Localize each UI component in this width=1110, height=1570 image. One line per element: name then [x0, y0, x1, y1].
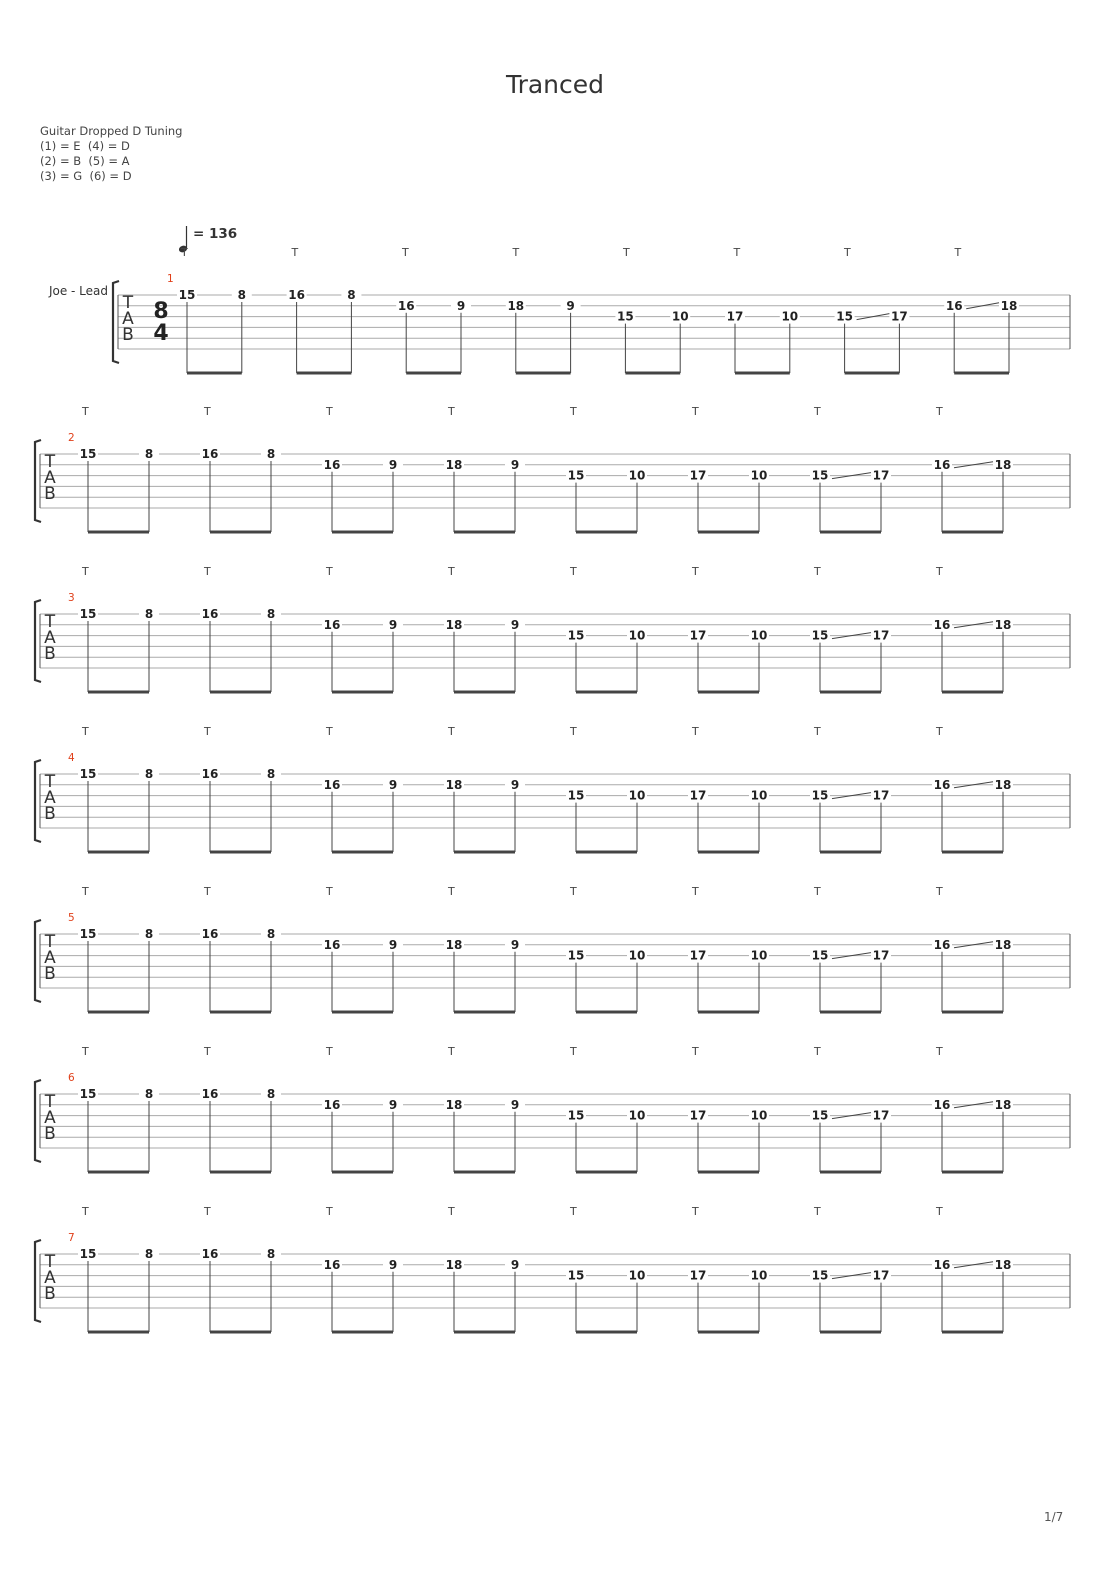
fret-number: 9 — [510, 937, 520, 952]
fret-number: 17 — [689, 628, 707, 643]
tab-system — [113, 281, 1070, 373]
fret-number: 8 — [266, 607, 276, 621]
fret-number: 17 — [872, 628, 890, 643]
tap-mark: T — [570, 1045, 577, 1058]
tap-mark: T — [936, 1205, 943, 1218]
tab-clef-letter: B — [122, 325, 134, 345]
fret-number: 9 — [510, 1097, 520, 1112]
fret-number: 8 — [144, 1247, 154, 1261]
fret-number: 17 — [872, 948, 890, 963]
fret-number: 9 — [388, 1257, 398, 1272]
tap-mark: T — [448, 565, 455, 578]
tab-clef-letter: T — [44, 932, 56, 952]
fret-number: 10 — [750, 1268, 768, 1283]
tab-clef-letter: T — [44, 452, 56, 472]
tap-mark: T — [82, 1045, 89, 1058]
fret-number: 16 — [933, 777, 951, 792]
fret-number: 16 — [945, 298, 963, 313]
fret-number: 17 — [689, 468, 707, 483]
tap-mark: T — [692, 565, 699, 578]
tab-clef-letter: T — [122, 293, 134, 313]
tab-system — [35, 1080, 1070, 1172]
tuning-line: (1) = E (4) = D — [40, 139, 130, 153]
tap-mark: T — [448, 1045, 455, 1058]
fret-number: 16 — [323, 777, 341, 792]
tap-mark: T — [936, 405, 943, 418]
measure-number: 2 — [68, 432, 75, 444]
fret-number: 9 — [510, 777, 520, 792]
tab-system — [35, 440, 1070, 532]
measure-number: 4 — [68, 752, 75, 764]
tap-mark: T — [448, 885, 455, 898]
tap-mark: T — [82, 725, 89, 738]
fret-number: 18 — [445, 777, 463, 792]
tuning-line: (3) = G (6) = D — [40, 169, 132, 183]
tap-mark: T — [936, 725, 943, 738]
tap-mark: T — [204, 565, 211, 578]
tap-mark: T — [326, 885, 333, 898]
fret-number: 17 — [872, 1108, 890, 1123]
fret-number: 15 — [811, 468, 829, 483]
tap-mark: T — [814, 565, 821, 578]
fret-number: 15 — [567, 948, 585, 963]
fret-number: 16 — [201, 767, 219, 781]
fret-number: 8 — [266, 927, 276, 941]
fret-number: 9 — [388, 937, 398, 952]
tab-system — [35, 1240, 1070, 1332]
fret-number: 16 — [323, 617, 341, 632]
tap-mark: T — [448, 1205, 455, 1218]
fret-number: 15 — [811, 948, 829, 963]
fret-number: 18 — [994, 937, 1012, 952]
tap-mark: T — [570, 725, 577, 738]
fret-number: 9 — [510, 457, 520, 472]
fret-number: 15 — [178, 288, 196, 302]
fret-number: 17 — [689, 948, 707, 963]
tap-mark: T — [733, 246, 741, 259]
fret-number: 18 — [994, 617, 1012, 632]
tap-mark: T — [402, 246, 409, 259]
fret-number: 10 — [750, 628, 768, 643]
fret-number: 9 — [388, 617, 398, 632]
tap-mark: T — [936, 1045, 943, 1058]
tab-clef-letter: B — [44, 1124, 56, 1144]
fret-number: 15 — [836, 309, 853, 324]
tap-mark: T — [204, 885, 211, 898]
fret-number: 15 — [811, 788, 829, 803]
fret-number: 8 — [266, 447, 276, 461]
fret-number: 16 — [201, 447, 219, 461]
tab-clef-letter: B — [44, 1284, 56, 1304]
tap-mark: T — [570, 1205, 577, 1218]
measure-number: 7 — [68, 1232, 75, 1244]
fret-number: 10 — [781, 309, 799, 324]
fret-number: 15 — [567, 468, 585, 483]
tap-mark: T — [204, 1205, 211, 1218]
tap-mark: T — [82, 1205, 89, 1218]
tab-clef-letter: B — [44, 804, 56, 824]
fret-number: 9 — [388, 457, 398, 472]
tab-clef-letter: A — [44, 948, 56, 968]
fret-number: 8 — [266, 767, 276, 781]
fret-number: 16 — [933, 617, 951, 632]
fret-number: 16 — [323, 1097, 341, 1112]
tab-system — [35, 600, 1070, 692]
fret-number: 15 — [79, 767, 97, 781]
tap-mark: T — [814, 725, 821, 738]
tap-mark: T — [204, 725, 211, 738]
tab-clef-letter: A — [122, 309, 134, 329]
fret-number: 17 — [891, 309, 908, 324]
fret-number: 9 — [510, 617, 520, 632]
tab-clef-letter: A — [44, 1108, 56, 1128]
tap-mark: T — [570, 885, 577, 898]
fret-number: 10 — [628, 788, 646, 803]
tap-mark: T — [623, 246, 630, 259]
fret-number: 18 — [507, 298, 525, 313]
tap-mark: T — [181, 246, 188, 259]
fret-number: 10 — [750, 948, 768, 963]
measure-number: 5 — [68, 912, 75, 924]
fret-number: 9 — [388, 1097, 398, 1112]
tab-clef-letter: A — [44, 628, 56, 648]
tap-mark: T — [692, 1205, 699, 1218]
tab-clef-letter: A — [44, 788, 56, 808]
tap-mark: T — [692, 1045, 699, 1058]
measure-number: 3 — [68, 592, 75, 604]
fret-number: 10 — [628, 948, 646, 963]
fret-number: 16 — [933, 1257, 951, 1272]
fret-number: 16 — [201, 1087, 219, 1101]
tap-mark: T — [512, 246, 520, 259]
tap-mark: T — [692, 885, 699, 898]
tap-mark: T — [814, 885, 821, 898]
fret-number: 10 — [628, 628, 646, 643]
fret-number: 15 — [617, 309, 634, 324]
fret-number: 9 — [510, 1257, 520, 1272]
fret-number: 16 — [201, 927, 219, 941]
page-number: 1/7 — [1044, 1510, 1064, 1524]
fret-number: 10 — [671, 309, 689, 324]
tab-clef-letter: T — [44, 1092, 56, 1112]
fret-number: 17 — [872, 468, 890, 483]
fret-number: 17 — [689, 1268, 707, 1283]
fret-number: 15 — [79, 1247, 97, 1261]
tuning-heading: Guitar Dropped D Tuning — [40, 124, 183, 138]
tap-mark: T — [570, 565, 577, 578]
tab-clef-letter: B — [44, 484, 56, 504]
tap-mark: T — [326, 1045, 333, 1058]
song-title: Tranced — [505, 70, 605, 99]
fret-number: 17 — [726, 309, 744, 324]
tab-clef-letter: T — [44, 772, 56, 792]
fret-number: 10 — [750, 788, 768, 803]
tap-mark: T — [82, 885, 89, 898]
tap-mark: T — [814, 1045, 821, 1058]
fret-number: 10 — [750, 468, 768, 483]
fret-number: 15 — [811, 1268, 829, 1283]
fret-number: 17 — [689, 788, 707, 803]
fret-number: 18 — [1000, 298, 1018, 313]
fret-number: 9 — [456, 298, 466, 313]
track-name: Joe - Lead — [48, 284, 108, 298]
tap-mark: T — [692, 725, 699, 738]
fret-number: 18 — [994, 777, 1012, 792]
tap-mark: T — [291, 246, 299, 259]
fret-number: 15 — [567, 788, 585, 803]
tap-mark: T — [326, 565, 333, 578]
tap-mark: T — [326, 725, 333, 738]
fret-number: 15 — [79, 1087, 97, 1101]
fret-number: 9 — [566, 298, 575, 313]
measure-number: 6 — [68, 1072, 75, 1084]
time-signature-numerator: 8 — [153, 299, 169, 324]
tab-system — [35, 760, 1070, 852]
time-signature-denominator: 4 — [153, 321, 169, 346]
fret-number: 17 — [872, 1268, 890, 1283]
fret-number: 16 — [933, 937, 951, 952]
fret-number: 8 — [237, 288, 246, 302]
fret-number: 8 — [144, 767, 154, 781]
tap-mark: T — [936, 885, 943, 898]
fret-number: 18 — [994, 1257, 1012, 1272]
tab-clef-letter: B — [44, 964, 56, 984]
tempo-marking: = 136 — [193, 226, 238, 242]
fret-number: 16 — [288, 288, 305, 302]
fret-number: 18 — [994, 457, 1012, 472]
tap-mark: T — [954, 246, 962, 259]
tap-mark: T — [82, 405, 89, 418]
fret-number: 10 — [628, 1268, 646, 1283]
fret-number: 10 — [750, 1108, 768, 1123]
fret-number: 8 — [266, 1087, 276, 1101]
fret-number: 8 — [266, 1247, 276, 1261]
tab-clef-letter: T — [44, 1252, 56, 1272]
tap-mark: T — [204, 1045, 211, 1058]
fret-number: 18 — [445, 937, 463, 952]
tap-mark: T — [814, 405, 821, 418]
fret-number: 9 — [388, 777, 398, 792]
tab-clef-letter: B — [44, 644, 56, 664]
tab-clef-letter: A — [44, 1268, 56, 1288]
fret-number: 16 — [397, 298, 415, 313]
fret-number: 10 — [628, 468, 646, 483]
tap-mark: T — [936, 565, 943, 578]
measure-number: 1 — [167, 273, 174, 285]
fret-number: 17 — [689, 1108, 707, 1123]
fret-number: 15 — [567, 628, 585, 643]
tap-mark: T — [326, 405, 333, 418]
tap-mark: T — [204, 405, 211, 418]
tap-mark: T — [448, 725, 455, 738]
tap-mark: T — [814, 1205, 821, 1218]
fret-number: 16 — [201, 607, 219, 621]
tab-clef-letter: A — [44, 468, 56, 488]
fret-number: 17 — [872, 788, 890, 803]
fret-number: 8 — [144, 447, 154, 461]
tab-clef-letter: T — [44, 612, 56, 632]
fret-number: 18 — [445, 1257, 463, 1272]
tap-mark: T — [448, 405, 455, 418]
tab-system — [35, 920, 1070, 1012]
fret-number: 15 — [79, 927, 97, 941]
fret-number: 15 — [567, 1268, 585, 1283]
fret-number: 16 — [323, 937, 341, 952]
tap-mark: T — [326, 1205, 333, 1218]
fret-number: 16 — [323, 1257, 341, 1272]
tap-mark: T — [570, 405, 577, 418]
fret-number: 8 — [144, 607, 154, 621]
fret-number: 18 — [445, 457, 463, 472]
fret-number: 15 — [79, 447, 97, 461]
fret-number: 18 — [445, 617, 463, 632]
fret-number: 15 — [79, 607, 97, 621]
fret-number: 16 — [933, 1097, 951, 1112]
fret-number: 8 — [347, 288, 356, 302]
fret-number: 15 — [811, 628, 829, 643]
fret-number: 10 — [628, 1108, 646, 1123]
fret-number: 18 — [994, 1097, 1012, 1112]
tap-mark: T — [692, 405, 699, 418]
fret-number: 16 — [323, 457, 341, 472]
fret-number: 16 — [201, 1247, 219, 1261]
tap-mark: T — [844, 246, 851, 259]
fret-number: 8 — [144, 1087, 154, 1101]
tap-mark: T — [82, 565, 89, 578]
fret-number: 16 — [933, 457, 951, 472]
fret-number: 15 — [567, 1108, 585, 1123]
fret-number: 8 — [144, 927, 154, 941]
tuning-line: (2) = B (5) = A — [40, 154, 130, 168]
fret-number: 15 — [811, 1108, 829, 1123]
fret-number: 18 — [445, 1097, 463, 1112]
